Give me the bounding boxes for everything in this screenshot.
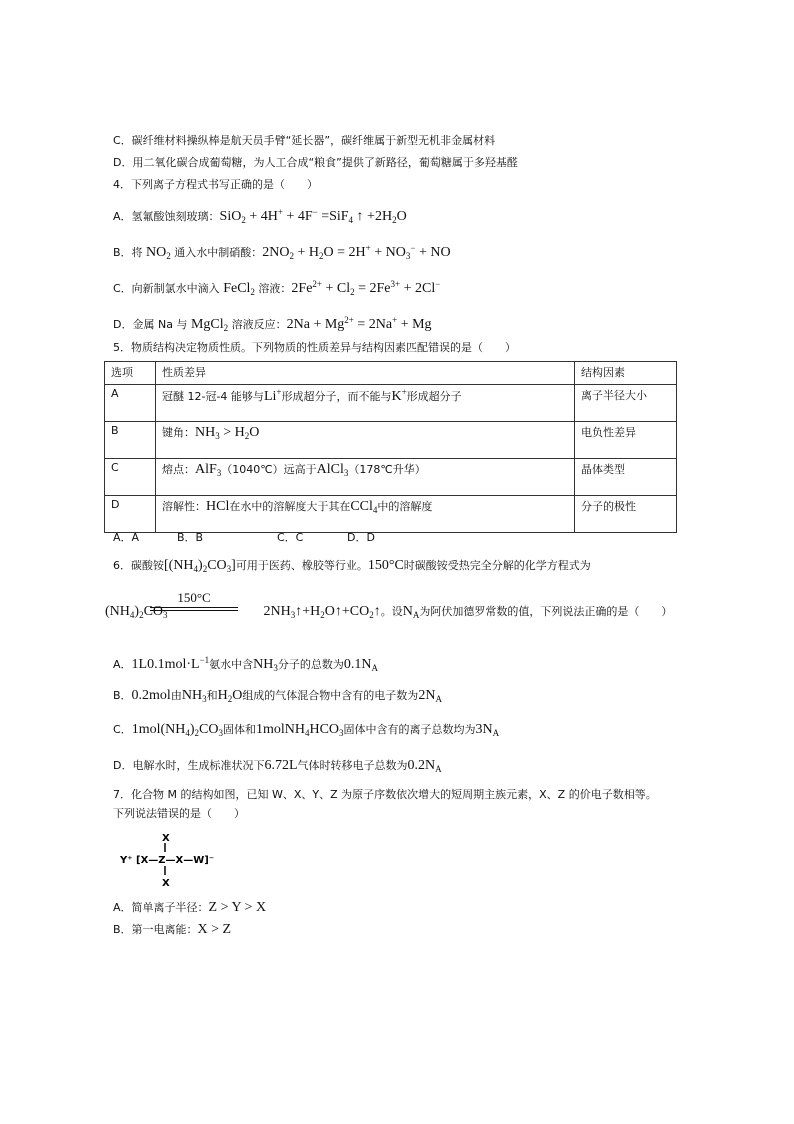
svg-text:X: X — [162, 878, 170, 889]
q6-option-b: B．0.2mol由$NH_3$和$H_2O$组成的气体混合物中含有的电子数为$2N_A$ — [113, 688, 442, 704]
q5-option-c: C．C — [277, 531, 304, 544]
q4-option-a: A．氢氟酸蚀刻玻璃：SiO$_2$ + 4H+ + 4F− =SiF$_4$ ↑ $+2H_2O$ — [113, 207, 407, 225]
row-a-option: A — [105, 385, 156, 422]
row-a-property: 冠醚 12-冠-4 能够与Li+形成超分子，而不能与K+形成超分子 — [156, 385, 575, 422]
q5-option-b: B．B — [177, 531, 204, 544]
row-d-option: D — [105, 496, 156, 533]
row-b-property: 键角：$NH_3 > H_2O$ — [156, 422, 575, 459]
reaction-condition: 150°C — [150, 590, 238, 611]
row-b-factor: 电负性差异 — [575, 422, 677, 459]
row-c-factor: 晶体类型 — [575, 459, 677, 496]
svg-text:Y⁺ [X—Z—X—W]⁻: Y⁺ [X—Z—X—W]⁻ — [120, 855, 215, 866]
structure-diagram — [118, 830, 258, 890]
q5-option-a: A．A — [113, 531, 140, 544]
q4-option-d: D．金属 Na 与 MgCl$_2$ 溶液反应：$2Na + Mg^{2+} = 2Na^+ + Mg$ — [113, 315, 432, 333]
q5-table — [104, 361, 677, 533]
q7-option-a: A．简单离子半径：Z > Y > X — [113, 900, 267, 915]
table-row — [105, 422, 677, 459]
q7-option-b: B．第一电离能：X > Z — [113, 922, 232, 937]
row-a-factor: 离子半径大小 — [575, 385, 677, 422]
q6-option-a: A．$1L0.1mol\cdot L^{-1}$氨水中含$NH_3$分子的总数为$0.1N_A$ — [113, 655, 379, 673]
header-option: 选项 — [105, 362, 156, 385]
row-c-option: C — [105, 459, 156, 496]
q6-option-d: D．电解水时，生成标准状况下6.72L气体时转移电子总数为$0.2N_A$ — [113, 758, 442, 774]
q5-options — [113, 530, 375, 546]
q7-stem-line2: 下列说法错误的是（ ） — [113, 807, 245, 820]
q6-option-c: C．$1mol(NH_4)_2CO_3$固体和$1molNH_4HCO_3$固体中含有的离子总数均为$3N_A$ — [113, 722, 500, 738]
svg-text:X: X — [162, 833, 170, 844]
q3-option-c: C．碳纤维材料操纵棒是航天员手臂“延长器”，碳纤维属于新型无机非金属材料 — [113, 134, 496, 147]
q5-option-d: D．D — [347, 531, 375, 544]
table-row — [105, 496, 677, 533]
row-c-property: 熔点：AlF$_3$（1040℃）远高于AlCl$_3$（178℃升华） — [156, 459, 575, 496]
q4-option-c: C．向新制氯水中滴入 FeCl$_2$ 溶液：$2Fe^{2+} + Cl_2 = 2Fe^{3+} + 2Cl^-$ — [113, 279, 441, 297]
table-row — [105, 459, 677, 496]
q6-equation: $(NH_4)_2CO_3$ $2NH_3↑+H_2O↑+CO_2↑$。设$N_A$为阿伏加德罗常数的值，下列说法正确的是（ ） — [105, 604, 673, 620]
q5-stem: 5．物质结构决定物质性质。下列物质的性质差异与结构因素匹配错误的是（ ） — [113, 341, 516, 354]
row-d-property: 溶解性：HCl在水中的溶解度大于其在CCl$_4$中的溶解度 — [156, 496, 575, 533]
header-factor: 结构因素 — [575, 362, 677, 385]
header-property: 性质差异 — [156, 362, 575, 385]
q7-stem-line1: 7．化合物 M 的结构如图，已知 W、X、Y、Z 为原子序数依次增大的短周期主族元素，X、Z 的价电子数相等。 — [113, 788, 657, 801]
q3-option-d: D．用二氧化碳合成葡萄糖，为人工合成“粮食”提供了新路径，葡萄糖属于多羟基醛 — [113, 156, 518, 169]
row-b-option: B — [105, 422, 156, 459]
row-d-factor: 分子的极性 — [575, 496, 677, 533]
table-row — [105, 385, 677, 422]
q6-stem: 6．碳酸铵$[(NH_4)_2CO_3]$可用于医药、橡胶等行业。150°C时碳酸铵受热完全分解的化学方程式为 — [113, 558, 591, 574]
q4-stem: 4．下列离子方程式书写正确的是（ ） — [113, 178, 318, 191]
q4-option-b: B．将 $NO_2$ 通入水中制硝酸：$2NO_2 + H_2O = 2H^+ + NO_3^-$ + NO — [113, 243, 451, 261]
